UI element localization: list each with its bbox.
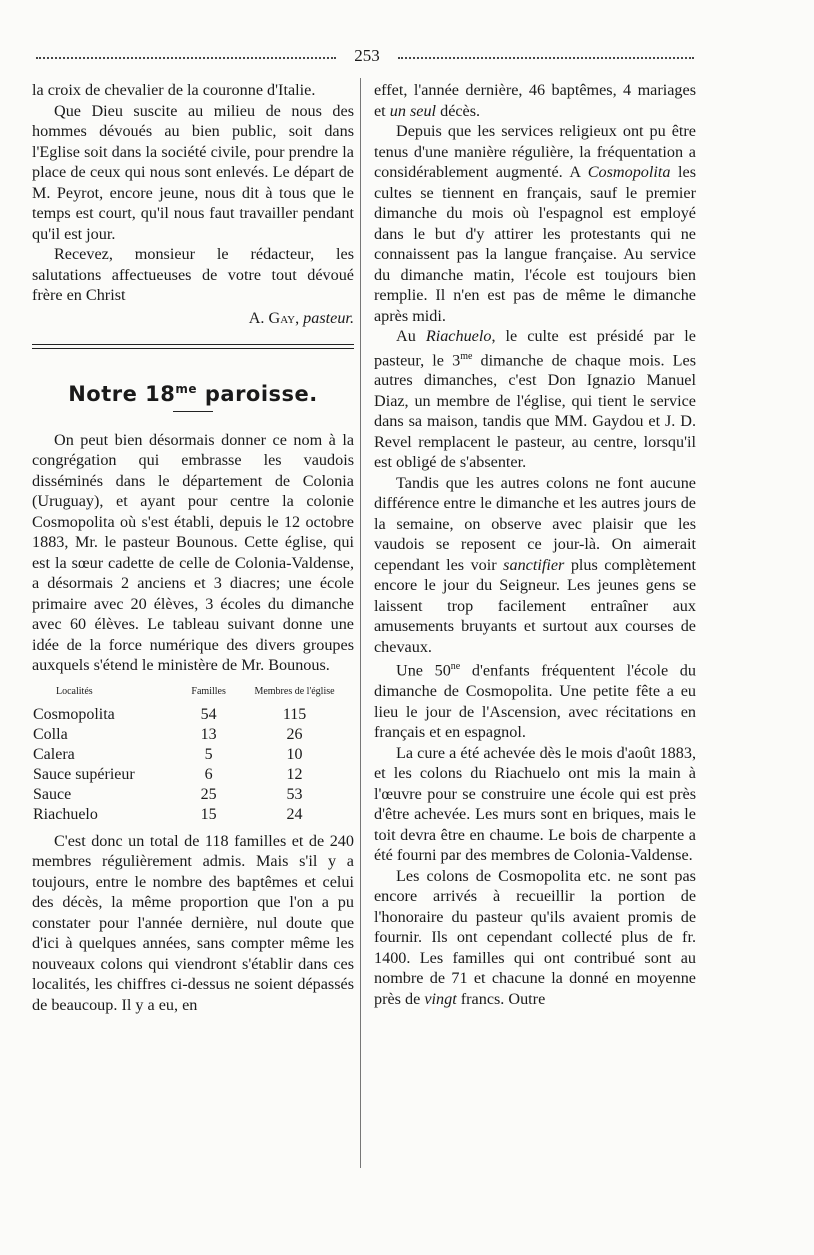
column-divider bbox=[360, 78, 361, 1168]
table-row: Cosmopolita 54 115 bbox=[33, 705, 307, 723]
signature-role: pasteur. bbox=[303, 308, 354, 327]
paragraph: la croix de chevalier de la couronne d'Italie. bbox=[32, 81, 316, 99]
signature-name: A. Gay, bbox=[248, 308, 300, 327]
table-row: Calera 5 10 bbox=[33, 745, 303, 763]
paragraph: Tandis que les autres colons ne font aucune différence entre le dimanche et les autres jours de la semaine, on observe avec plaisir que les vaudois se reposent ce jour-là. On aimerait cependant les voir sanctifier plus complètement encore le jour du Seigneur. Les jeunes gens se laissent trop facilement entraîner aux amusements bruyants et surtout aux courses de chevaux. bbox=[374, 473, 697, 656]
paragraph: La cure a été achevée dès le mois d'août 1883, et les colons du Riachuelo ont mis la main à l'œuvre pour se construire une école qui est près d'être achevée. Les murs sont en briques, mais le toit devra être en chaume. Le bois de charpente a été fourni par des membres de Colonia-Valdense. bbox=[374, 743, 696, 865]
paragraph: Une $50^{ne}$ d'enfants fréquentent l'école du dimanche de Cosmopolita. Une petite fête a eu lieu le jour de l'Ascension, avec récitations en français et en espagnol. bbox=[374, 661, 696, 742]
parish-table bbox=[32, 684, 354, 825]
paragraph: Que Dieu suscite au milieu de nous des hommes dévoués au bien public, soit dans l'Eglise soit dans la société civile, pour prendre la place de ceux qui nous sont enlevés. Le départ de M. Peyrot, encore jeune, nous dit à tous que le temps est court, qu'il nous faut travailler pendant qu'il est jour. bbox=[32, 101, 354, 243]
signature bbox=[32, 308, 354, 329]
header-rule-right bbox=[398, 57, 694, 59]
right-column bbox=[374, 80, 696, 1009]
paragraph: On peut bien désormais donner ce nom à la congrégation qui embrasse les vaudois disséminés dans le département de Colonia (Uruguay), et ayant pour centre la colonie Cosmopolita où s'est établi, depuis le 12 octobre 1883, Mr. le pasteur Bounous. Cette église, qui est la sœur cadette de celle de Colonia-Valdense, a désormais 2 anciens et 3 diacres; une école primaire avec 20 élèves, 3 écoles du dimanche avec 60 élèves. Le tableau suivant donne une idée de la force numérique des divers groupes auxquels s'étend le ministère de Mr. Bounous. bbox=[32, 430, 354, 674]
title-rule bbox=[173, 411, 213, 412]
paragraph: Recevez, monsieur le rédacteur, les salutations affectueuses de votre tout dévoué frère en Christ bbox=[32, 245, 354, 304]
article-title: Notre $18^{me}$ paroisse. bbox=[68, 382, 318, 406]
section-divider bbox=[32, 344, 354, 349]
left-column bbox=[32, 80, 354, 1015]
header-rule-left bbox=[36, 57, 336, 59]
table-header: Localités bbox=[56, 685, 93, 697]
table-header: Familles bbox=[191, 685, 226, 697]
paragraph: Au Riachuelo, le culte est présidé par le pasteur, le $3^{me}$ dimanche de chaque mois. Les autres dimanches, c'est Don Ignazio Manuel Diaz, un membre de l'église, qui tient le service dans sa maison, tandis que MM. Gaydou et J. D. Revel remplacent le pasteur, au centre, lorsqu'il est obligé de s'absenter. bbox=[374, 327, 696, 472]
table-row: Riachuelo 15 24 bbox=[33, 805, 303, 823]
paragraph: C'est donc un total de 118 familles et de 240 membres régulièrement admis. Mais s'il y a toujours, entre le nombre des baptêmes et celui des décès, la même proportion que l'on a pu constater pour l'année dernière, nul doute que d'ici à quelques années, sans compter même les nouveaux colons qui viendront s'établir dans ces localités, les chiffres ci-dessus ne soient dépassés de beaucoup. Il y a eu, en bbox=[32, 831, 354, 1014]
paragraph: Depuis que les services religieux ont pu être tenus d'une manière régulière, la fréquentation a considérablement augmenté. A Cosmopolita les cultes se tiennent en français, sauf le premier dimanche du mois où l'espagnol est employé dans le but d'y attirer les protestants qui ne connaissent pas la langue française. Au service du dimanche matin, l'école est toujours bien remplie. Il n'en est pas de même le dimanche après midi. bbox=[374, 122, 697, 325]
paragraph: effet, l'année dernière, 46 baptêmes, 4 mariages et un seul décès. bbox=[374, 81, 696, 120]
table-row: Sauce supérieur 6 12 bbox=[33, 765, 303, 783]
page-header bbox=[36, 46, 694, 66]
table-row: Colla 13 26 bbox=[33, 725, 303, 743]
page-number: 253 bbox=[354, 46, 380, 65]
table-row: Sauce 25 53 bbox=[33, 785, 303, 803]
paragraph: Les colons de Cosmopolita etc. ne sont pas encore arrivés à recueillir la portion de l'honoraire du pasteur qu'ils avaient promis de fournir. Ils ont cependant collecté plus de fr. 1400. Les familles qui ont contribué sont au nombre de 71 et chacune la donné en moyenne près de vingt francs. Outre bbox=[374, 866, 696, 1008]
table-header: Membres de l'église bbox=[254, 685, 335, 697]
